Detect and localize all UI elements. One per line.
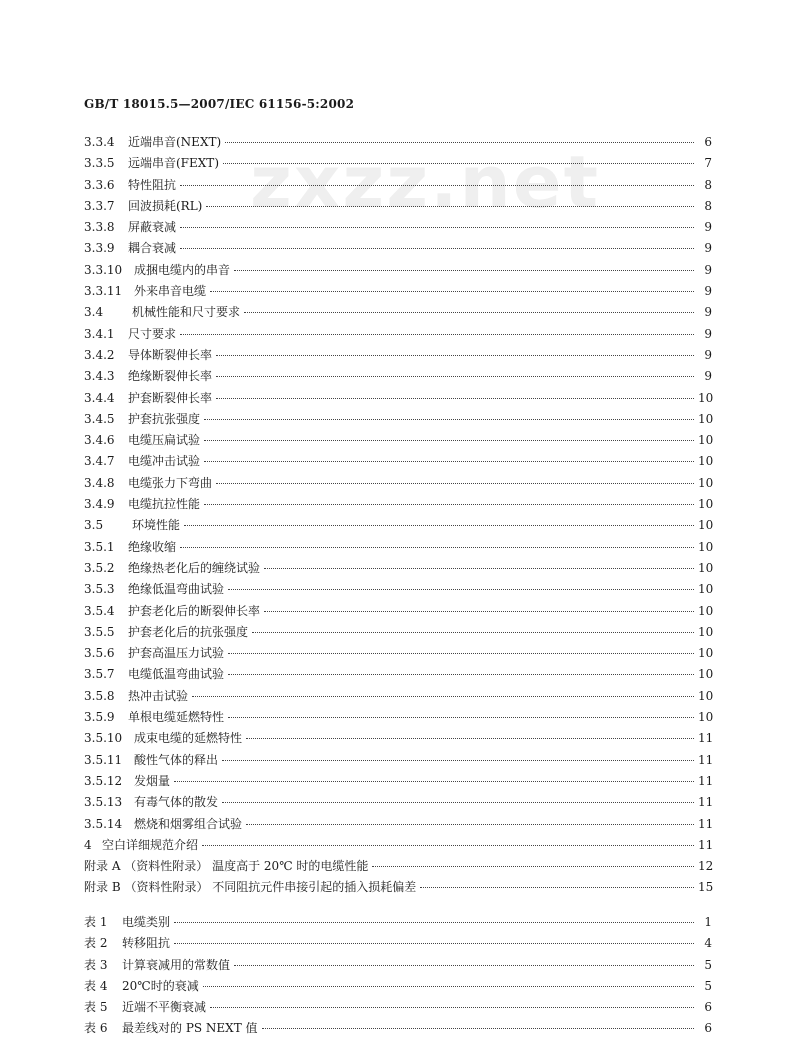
toc-entry-page: 9 <box>704 326 712 341</box>
toc-entry-page: 10 <box>698 603 714 618</box>
dot-leader <box>420 887 694 888</box>
toc-entry-page: 11 <box>698 752 714 767</box>
toc-entry-page: 10 <box>698 411 714 426</box>
toc-entry-title: 绝缘低温弯曲试验 <box>128 582 225 597</box>
toc-entry-number: 3.3.4 <box>84 135 115 149</box>
toc-entry-number: 3.5.12 <box>84 773 123 788</box>
toc-entry-page: 11 <box>698 837 714 852</box>
toc-entry-page: 10 <box>698 560 714 575</box>
toc-entry-page: 10 <box>698 539 714 554</box>
dot-leader <box>223 163 694 164</box>
toc-entry-number: 3.4.2 <box>84 347 115 362</box>
tables-entry[interactable] <box>84 998 712 1019</box>
toc-entry-number: 3.3.8 <box>84 220 115 235</box>
toc-entry-title: 护套高温压力试验 <box>128 646 225 661</box>
toc-entry-title: 空白详细规范介绍 <box>102 837 199 852</box>
toc-entry-page: 10 <box>698 497 714 512</box>
dot-leader <box>204 461 694 462</box>
toc-entry-title: 有毒气体的散发 <box>134 795 219 810</box>
dot-leader <box>174 943 694 944</box>
dot-leader <box>174 922 694 923</box>
toc-entry-number: 3.4.4 <box>84 390 115 405</box>
toc-entry-number: 3.4.7 <box>84 454 115 469</box>
toc-entry-number: 3.5.2 <box>84 560 115 575</box>
dot-leader <box>204 504 694 505</box>
dot-leader <box>204 419 694 420</box>
toc-entry-title: 电缆低温弯曲试验 <box>128 667 225 682</box>
toc-entry-title: 燃烧和烟雾组合试验 <box>134 816 243 831</box>
toc-entry-title: 电缆压扁试验 <box>128 433 201 448</box>
dot-leader <box>246 738 694 739</box>
tables-entry-page: 5 <box>704 957 712 972</box>
toc-entry[interactable] <box>84 751 712 772</box>
dot-leader <box>216 355 694 356</box>
toc-entry[interactable] <box>84 303 712 324</box>
dot-leader <box>228 717 694 718</box>
toc-entry-title: 护套老化后的抗张强度 <box>128 624 249 639</box>
toc-entry[interactable] <box>84 772 712 793</box>
toc-entry-page: 11 <box>698 773 714 788</box>
dot-leader <box>184 525 694 526</box>
dot-leader <box>234 965 694 966</box>
tables-entry-number: 表 5 <box>84 1000 108 1015</box>
dot-leader <box>222 760 694 761</box>
toc-entry[interactable] <box>84 239 712 260</box>
dot-leader <box>174 781 694 782</box>
toc-entry-page: 9 <box>704 220 712 235</box>
toc-entry[interactable] <box>84 389 712 410</box>
toc-entry-number: 3.5.11 <box>84 752 123 767</box>
toc-entry-page: 10 <box>698 582 714 597</box>
toc-entry-title: 屏蔽衰减 <box>128 220 177 235</box>
tables-entry-number: 表 3 <box>84 957 108 972</box>
dot-leader <box>246 824 694 825</box>
toc-entry-title: 热冲击试验 <box>128 688 189 703</box>
toc-entry-page: 11 <box>698 731 714 746</box>
tables-entry-title: 最差线对的 PS NEXT 值 <box>122 1021 258 1036</box>
dot-leader <box>264 568 694 569</box>
toc-entry-page: 11 <box>698 816 714 831</box>
toc-entry-number: 3.4.6 <box>84 433 115 448</box>
toc-entry[interactable] <box>84 836 712 857</box>
toc-entry[interactable] <box>84 197 712 218</box>
dot-leader <box>206 206 694 207</box>
toc-entry[interactable] <box>84 708 712 729</box>
table-of-contents <box>84 133 712 900</box>
toc-entry[interactable] <box>84 452 712 473</box>
tables-entry-number: 表 1 <box>84 915 108 929</box>
toc-entry-number: 3.5.14 <box>84 816 123 831</box>
dot-leader <box>228 674 694 675</box>
tables-entry[interactable] <box>84 956 712 977</box>
toc-entry-title: 尺寸要求 <box>128 326 177 341</box>
toc-entry-number: 3.4 <box>84 305 104 320</box>
toc-entry-title: 绝缘热老化后的缠绕试验 <box>128 560 261 575</box>
toc-entry[interactable] <box>84 495 712 516</box>
toc-entry-page: 8 <box>704 198 712 213</box>
document-header-code: GB/T 18015.5—2007/IEC 61156-5:2002 <box>84 97 355 111</box>
toc-entry[interactable] <box>84 687 712 708</box>
toc-entry-title: 电缆抗拉性能 <box>128 497 201 512</box>
toc-entry-page: 10 <box>698 475 714 490</box>
toc-entry[interactable] <box>84 282 712 303</box>
toc-entry-number: 3.3.6 <box>84 177 115 192</box>
dot-leader <box>203 986 694 987</box>
toc-entry-number: 3.5.6 <box>84 646 115 661</box>
toc-entry-title: 护套抗张强度 <box>128 411 201 426</box>
tables-entry-title: 转移阻抗 <box>122 936 171 951</box>
toc-entry[interactable] <box>84 346 712 367</box>
toc-entry-page: 10 <box>698 518 714 533</box>
toc-entry-page: 9 <box>704 262 712 277</box>
toc-entry-page: 12 <box>698 859 714 874</box>
toc-entry-number: 3.4.1 <box>84 326 115 341</box>
toc-entry[interactable] <box>84 154 712 175</box>
toc-entry-number: 3.3.7 <box>84 198 115 213</box>
toc-entry-number: 3.5.5 <box>84 624 115 639</box>
tables-entry-page: 5 <box>704 978 712 993</box>
dot-leader <box>234 270 694 271</box>
toc-entry-title: 绝缘收缩 <box>128 539 177 554</box>
dot-leader <box>180 185 694 186</box>
toc-entry-title: 附录 B （资料性附录） 不同阻抗元件串接引起的插入损耗偏差 <box>84 880 417 895</box>
toc-entry[interactable] <box>84 602 712 623</box>
tables-entry-title: 电缆类别 <box>122 915 171 929</box>
dot-leader <box>264 611 694 612</box>
toc-entry-page: 10 <box>698 390 714 405</box>
toc-entry-title: 附录 A （资料性附录） 温度高于 20℃ 时的电缆性能 <box>84 859 369 874</box>
dot-leader <box>210 291 694 292</box>
tables-entry[interactable] <box>84 977 712 998</box>
toc-entry[interactable] <box>84 431 712 452</box>
toc-entry-number: 4 <box>84 837 92 852</box>
toc-entry-number: 3.3.5 <box>84 156 115 171</box>
toc-entry-number: 3.5.9 <box>84 710 115 725</box>
toc-entry-page: 10 <box>698 667 714 682</box>
tables-entry-number: 表 2 <box>84 936 108 951</box>
toc-entry-title: 成束电缆的延燃特性 <box>134 731 243 746</box>
toc-entry[interactable] <box>84 580 712 601</box>
dot-leader <box>216 483 694 484</box>
toc-entry[interactable] <box>84 261 712 282</box>
dot-leader <box>372 866 694 867</box>
dot-leader <box>180 334 694 335</box>
toc-entry-number: 3.5.4 <box>84 603 115 618</box>
toc-entry-page: 9 <box>704 369 712 384</box>
toc-entry-title: 单根电缆延燃特性 <box>128 710 225 725</box>
tables-entry-title: 近端不平衡衰减 <box>122 1000 207 1015</box>
dot-leader <box>192 696 694 697</box>
toc-entry-title: 耦合衰减 <box>128 241 177 256</box>
toc-entry-page: 10 <box>698 433 714 448</box>
toc-entry[interactable] <box>84 516 712 537</box>
toc-entry-number: 3.5 <box>84 518 104 533</box>
toc-entry-title: 近端串音(NEXT) <box>128 135 222 149</box>
toc-entry[interactable] <box>84 218 712 239</box>
dot-leader <box>228 653 694 654</box>
toc-entry[interactable] <box>84 644 712 665</box>
dot-leader <box>228 589 694 590</box>
tables-entry[interactable] <box>84 1019 712 1040</box>
toc-entry-number: 3.3.9 <box>84 241 115 256</box>
tables-entry-page: 4 <box>704 936 712 951</box>
toc-entry[interactable] <box>84 857 712 878</box>
toc-entry[interactable] <box>84 325 712 346</box>
toc-entry-page: 6 <box>704 135 712 149</box>
list-of-tables <box>84 913 712 1041</box>
toc-entry-page: 9 <box>704 241 712 256</box>
toc-entry-title: 环境性能 <box>132 518 181 533</box>
dot-leader <box>202 845 694 846</box>
toc-entry-number: 3.5.8 <box>84 688 115 703</box>
toc-entry-number: 3.3.11 <box>84 284 123 299</box>
toc-entry-title: 回波损耗(RL) <box>128 198 203 213</box>
tables-entry-title: 计算衰减用的常数值 <box>122 957 231 972</box>
toc-entry[interactable] <box>84 133 712 154</box>
dot-leader <box>204 440 694 441</box>
toc-entry[interactable] <box>84 538 712 559</box>
toc-entry[interactable] <box>84 410 712 431</box>
dot-leader <box>210 1007 694 1008</box>
tables-entry-number: 表 4 <box>84 978 108 993</box>
toc-entry-page: 10 <box>698 646 714 661</box>
tables-entry-page: 6 <box>704 1000 712 1015</box>
toc-entry-title: 外来串音电缆 <box>134 284 207 299</box>
toc-entry-title: 成捆电缆内的串音 <box>134 262 231 277</box>
toc-entry-title: 特性阻抗 <box>128 177 177 192</box>
toc-entry[interactable] <box>84 367 712 388</box>
dot-leader <box>180 547 694 548</box>
toc-entry-title: 机械性能和尺寸要求 <box>132 305 241 320</box>
tables-entry-page: 6 <box>704 1021 712 1036</box>
dot-leader <box>262 1028 694 1029</box>
toc-entry-number: 3.5.3 <box>84 582 115 597</box>
toc-entry-page: 8 <box>704 177 712 192</box>
toc-entry-page: 10 <box>698 710 714 725</box>
toc-entry-page: 9 <box>704 347 712 362</box>
toc-entry-title: 远端串音(FEXT) <box>128 156 219 171</box>
toc-entry[interactable] <box>84 559 712 580</box>
dot-leader <box>222 802 694 803</box>
toc-entry-title: 电缆张力下弯曲 <box>128 475 213 490</box>
dot-leader <box>216 398 694 399</box>
toc-entry[interactable] <box>84 176 712 197</box>
toc-entry-page: 11 <box>698 795 714 810</box>
toc-entry[interactable] <box>84 815 712 836</box>
toc-entry-number: 3.4.8 <box>84 475 115 490</box>
tables-entry-page: 1 <box>704 915 712 929</box>
toc-entry[interactable] <box>84 793 712 814</box>
toc-entry-number: 3.5.7 <box>84 667 115 682</box>
toc-entry-title: 护套老化后的断裂伸长率 <box>128 603 261 618</box>
toc-entry-page: 10 <box>698 688 714 703</box>
tables-entry-title: 20℃时的衰减 <box>122 978 199 993</box>
toc-entry-page: 7 <box>704 156 712 171</box>
toc-entry-number: 3.5.10 <box>84 731 123 746</box>
toc-entry-title: 发烟量 <box>134 773 171 788</box>
toc-entry-page: 10 <box>698 454 714 469</box>
tables-entry-number: 表 6 <box>84 1021 108 1036</box>
toc-entry-title: 护套断裂伸长率 <box>128 390 213 405</box>
dot-leader <box>180 227 694 228</box>
toc-entry-title: 绝缘断裂伸长率 <box>128 369 213 384</box>
toc-entry-page: 15 <box>698 880 714 895</box>
watermark: zxzz.net <box>250 140 601 224</box>
toc-entry-page: 10 <box>698 624 714 639</box>
dot-leader <box>180 248 694 249</box>
toc-entry-number: 3.4.3 <box>84 369 115 384</box>
toc-entry-number: 3.4.9 <box>84 497 115 512</box>
toc-entry[interactable] <box>84 729 712 750</box>
toc-entry-number: 3.3.10 <box>84 262 123 277</box>
toc-entry-number: 3.5.13 <box>84 795 123 810</box>
dot-leader <box>216 376 694 377</box>
dot-leader <box>225 142 694 143</box>
tables-entry[interactable] <box>84 934 712 955</box>
dot-leader <box>252 632 694 633</box>
toc-entry-title: 导体断裂伸长率 <box>128 347 213 362</box>
toc-entry-number: 3.4.5 <box>84 411 115 426</box>
tables-entry[interactable] <box>84 913 712 934</box>
toc-entry-page: 9 <box>704 305 712 320</box>
toc-entry[interactable] <box>84 665 712 686</box>
dot-leader <box>244 312 694 313</box>
toc-entry-title: 电缆冲击试验 <box>128 454 201 469</box>
toc-entry[interactable] <box>84 474 712 495</box>
toc-entry[interactable] <box>84 623 712 644</box>
toc-entry-page: 9 <box>704 284 712 299</box>
toc-entry-number: 3.5.1 <box>84 539 115 554</box>
toc-entry-title: 酸性气体的释出 <box>134 752 219 767</box>
toc-entry[interactable] <box>84 878 712 899</box>
